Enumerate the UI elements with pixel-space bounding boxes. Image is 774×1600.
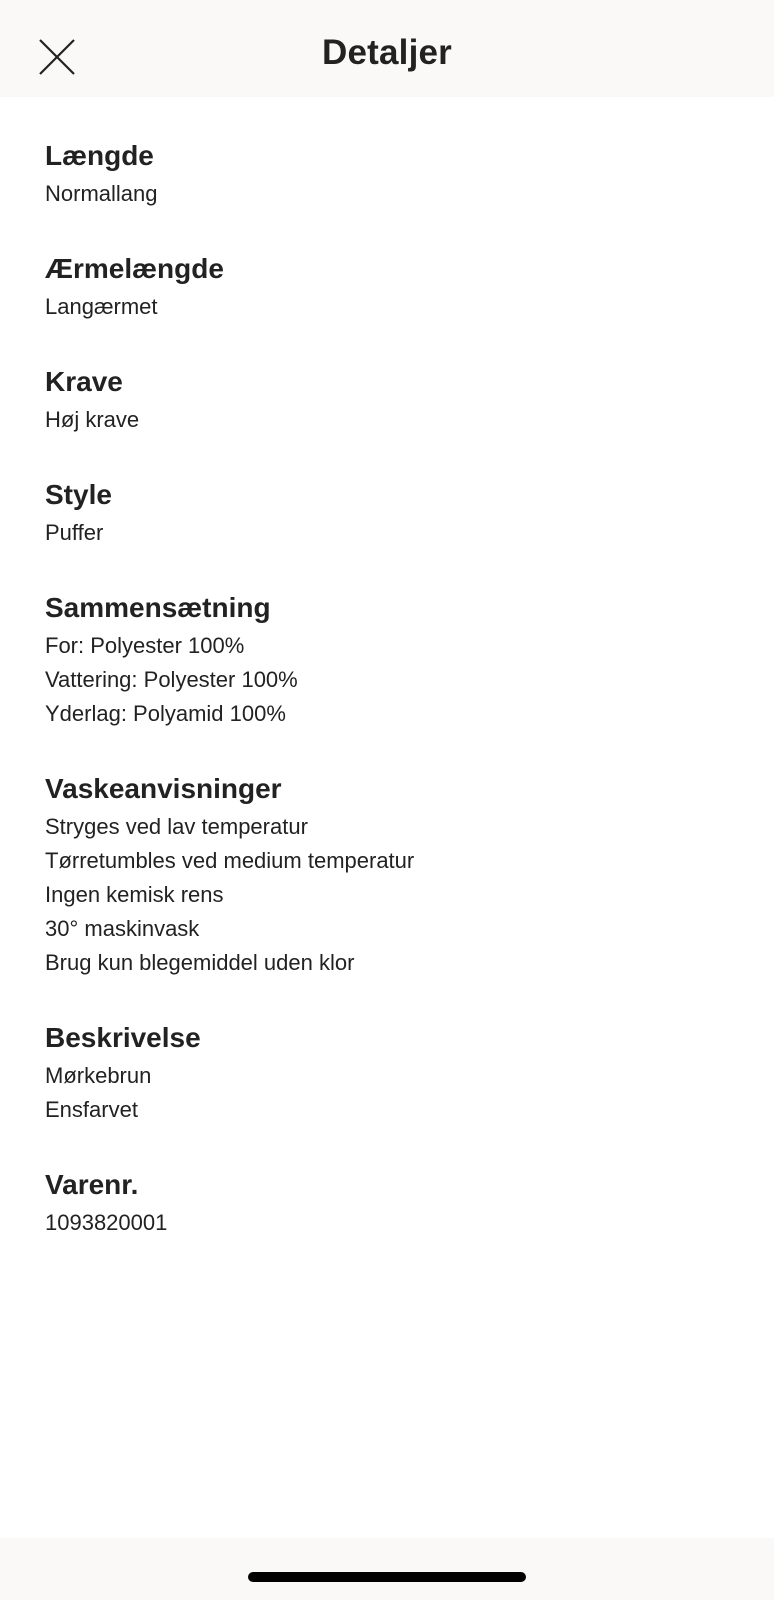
section-value: Mørkebrun — [45, 1063, 152, 1088]
section-value: Normallang — [45, 181, 158, 206]
section-value: Brug kun blegemiddel uden klor — [45, 950, 355, 975]
section-sleeve-length — [45, 249, 735, 324]
section-value: 1093820001 — [45, 1210, 168, 1235]
section-value: Ensfarvet — [45, 1097, 138, 1122]
section-article-number — [45, 1165, 735, 1240]
section-value: Tørretumbles ved medium temperatur — [45, 848, 415, 873]
footer-bar — [0, 1538, 774, 1600]
home-indicator[interactable] — [248, 1572, 526, 1582]
section-title: Ærmelængde — [45, 253, 224, 284]
section-value: For: Polyester 100% — [45, 633, 245, 658]
section-title: Vaskeanvisninger — [45, 773, 282, 804]
section-style — [45, 475, 735, 550]
section-composition — [45, 588, 735, 731]
section-value: Vattering: Polyester 100% — [45, 667, 298, 692]
section-value: Langærmet — [45, 294, 158, 319]
header — [0, 0, 774, 97]
section-value: Ingen kemisk rens — [45, 882, 224, 907]
section-value: Høj krave — [45, 407, 140, 432]
section-description — [45, 1018, 735, 1127]
section-title: Varenr. — [45, 1169, 139, 1200]
page-title: Detaljer — [322, 33, 452, 72]
section-length — [45, 136, 735, 211]
section-title: Krave — [45, 366, 123, 397]
section-collar — [45, 362, 735, 437]
section-value: Yderlag: Polyamid 100% — [45, 701, 286, 726]
section-value: Puffer — [45, 520, 104, 545]
section-title: Beskrivelse — [45, 1022, 201, 1053]
section-title: Længde — [45, 140, 154, 171]
section-care-instructions — [45, 769, 735, 980]
section-value: 30° maskinvask — [45, 916, 200, 941]
details-list — [45, 136, 735, 1278]
section-title: Style — [45, 479, 112, 510]
section-title: Sammensætning — [45, 592, 271, 623]
section-value: Stryges ved lav temperatur — [45, 814, 308, 839]
